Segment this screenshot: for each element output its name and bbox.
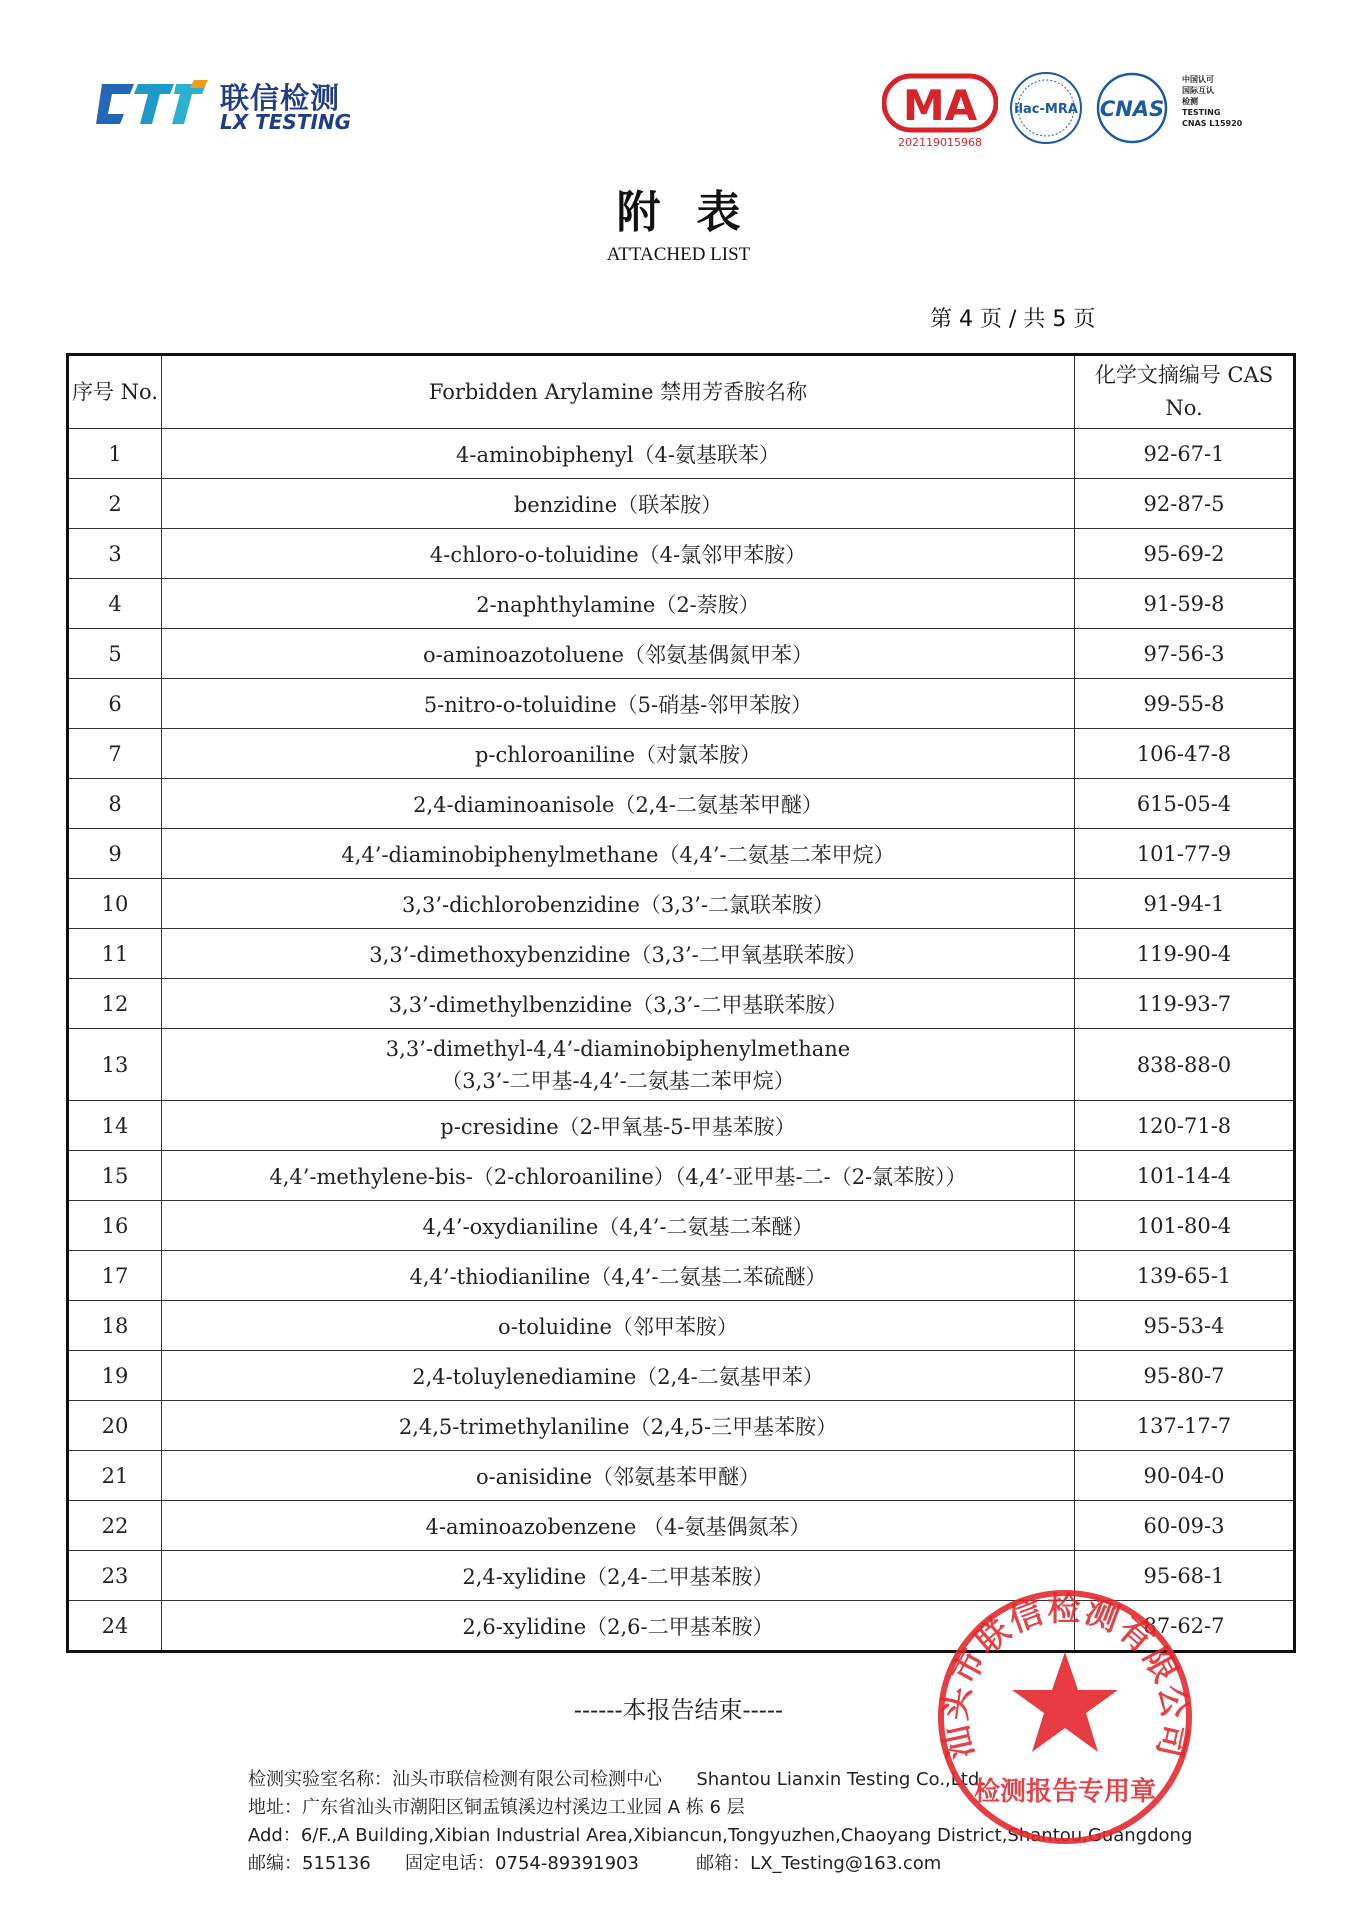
cell-cas: 101-14-4 [1075,1151,1295,1201]
cell-name: 2,4,5-trimethylaniline（2,4,5-三甲基苯胺） [162,1401,1075,1451]
cell-cas: 97-56-3 [1075,629,1295,679]
cell-no: 14 [68,1101,162,1151]
cell-no: 24 [68,1601,162,1652]
table-row [68,929,1295,979]
cnas-cert-text: 中国认可 国际互认 检测 TESTING CNAS L15920 [1182,75,1243,128]
cell-no: 15 [68,1151,162,1201]
cell-cas: 838-88-0 [1075,1029,1295,1101]
cell-cas: 106-47-8 [1075,729,1295,779]
cell-cas: 95-80-7 [1075,1351,1295,1401]
cell-name: 4,4’-diaminobiphenylmethane（4,4’-二氨基二苯甲烷） [162,829,1075,879]
page-number: 第 4 页 / 共 5 页 [930,307,1096,332]
svg-text:ilac-MRA: ilac-MRA [1014,102,1078,117]
header-no: 序号 No. [68,355,162,429]
cell-name: 2,4-toluylenediamine（2,4-二氨基甲苯） [162,1351,1075,1401]
title-en: ATTACHED LIST [606,244,751,265]
svg-text:MA: MA [902,81,978,130]
cell-no: 16 [68,1201,162,1251]
cell-name: benzidine（联苯胺） [162,479,1075,529]
cell-no: 22 [68,1501,162,1551]
cell-cas: 60-09-3 [1075,1501,1295,1551]
table-row [68,829,1295,879]
table-row [68,1451,1295,1501]
table-row [68,679,1295,729]
lxt-logo-icon [94,78,210,130]
cell-name: 2,4-diaminoanisole（2,4-二氨基苯甲醚） [162,779,1075,829]
cell-name: o-toluidine（邻甲苯胺） [162,1301,1075,1351]
header-name: Forbidden Arylamine 禁用芳香胺名称 [162,355,1075,429]
cell-cas: 139-65-1 [1075,1251,1295,1301]
cell-no: 7 [68,729,162,779]
cell-name: 3,3’-dichlorobenzidine（3,3’-二氯联苯胺） [162,879,1075,929]
cell-no: 10 [68,879,162,929]
table-row [68,1251,1295,1301]
logo-cn-text: 联信检测 [220,81,341,115]
cell-no: 23 [68,1551,162,1601]
cell-no: 17 [68,1251,162,1301]
cell-name: p-chloroaniline（对氯苯胺） [162,729,1075,779]
cell-name: 4-aminoazobenzene （4-氨基偶氮苯） [162,1501,1075,1551]
svg-text:CNAS: CNAS [1099,97,1165,121]
cell-no: 8 [68,779,162,829]
header-cas: 化学文摘编号 CAS No. [1075,355,1295,429]
table-row [68,729,1295,779]
table-row [68,1501,1295,1551]
cell-name: 4,4’-oxydianiline（4,4’-二氨基二苯醚） [162,1201,1075,1251]
cell-cas: 95-69-2 [1075,529,1295,579]
logo-en-text: LX TESTING [220,110,352,134]
cell-cas: 101-77-9 [1075,829,1295,879]
company-seal-stamp [930,1582,1200,1852]
seal-bottom-text: 检测报告专用章 [973,1777,1157,1807]
cell-no: 11 [68,929,162,979]
title-cn: 附表 [616,187,777,238]
cell-cas: 91-59-8 [1075,579,1295,629]
cell-name: 4,4’-methylene-bis-（2-chloroaniline）（4,4’-亚甲基-二-（2-氯苯胺）） [162,1151,1075,1201]
cell-no: 1 [68,429,162,479]
cell-name: 3,3’-dimethoxybenzidine（3,3’-二甲氧基联苯胺） [162,929,1075,979]
ilac-mra-icon [1008,70,1084,146]
table-row [68,479,1295,529]
cell-no: 18 [68,1301,162,1351]
cell-name-line2: （3,3’-二甲基-4,4’-二氨基二苯甲烷） [441,1068,795,1093]
cell-cas: 92-87-5 [1075,479,1295,529]
cell-no: 21 [68,1451,162,1501]
cell-cas: 95-53-4 [1075,1301,1295,1351]
cell-name: o-aminoazotoluene（邻氨基偶氮甲苯） [162,629,1075,679]
arylamine-table [66,353,1296,1653]
cell-cas: 91-94-1 [1075,879,1295,929]
table-row [68,779,1295,829]
seal-ring-text: 汕头市联信检测有限公司 [934,1588,1196,1763]
cell-name: 3,3’-dimethylbenzidine（3,3’-二甲基联苯胺） [162,979,1075,1029]
table-row [68,1029,1295,1101]
cell-cas: 101-80-4 [1075,1201,1295,1251]
cell-no: 19 [68,1351,162,1401]
company-logo [94,76,354,136]
cell-no: 13 [68,1029,162,1101]
cnas-icon [1092,70,1172,146]
cell-cas: 615-05-4 [1075,779,1295,829]
table-header-row [68,355,1295,429]
cell-no: 5 [68,629,162,679]
table-row [68,1351,1295,1401]
table-row [68,1101,1295,1151]
cell-no: 6 [68,679,162,729]
footer-address-en: Add：6/F.,A Building,Xibian Industrial Area,Xibiancun,Tongyuzhen,Chaoyang District,Shantou,Guangdong [248,1825,1193,1846]
cell-cas: 92-67-1 [1075,429,1295,479]
table-row [68,579,1295,629]
cma-number: 202119015968 [898,136,982,149]
table-row [68,1301,1295,1351]
cell-name: 2,4-xylidine（2,4-二甲基苯胺） [162,1551,1075,1601]
table-row [68,979,1295,1029]
cell-cas: 120-71-8 [1075,1101,1295,1151]
table-row [68,1401,1295,1451]
table-row [68,879,1295,929]
cell-cas: 119-93-7 [1075,979,1295,1029]
table-row [68,429,1295,479]
cell-cas: 90-04-0 [1075,1451,1295,1501]
cell-name-line1: 3,3’-dimethyl-4,4’-diaminobiphenylmethane [385,1036,851,1061]
table-row [68,529,1295,579]
cell-cas: 119-90-4 [1075,929,1295,979]
cell-cas: 137-17-7 [1075,1401,1295,1451]
cell-name [162,1029,1075,1101]
cell-no: 3 [68,529,162,579]
table-row [68,629,1295,679]
cell-name: 2-naphthylamine（2-萘胺） [162,579,1075,629]
cell-name: 4-aminobiphenyl（4-氨基联苯） [162,429,1075,479]
cell-name: 4,4’-thiodianiline（4,4’-二氨基二苯硫醚） [162,1251,1075,1301]
footer-lab-name: 检测实验室名称：汕头市联信检测有限公司检测中心 Shantou Lianxin Testing Co.,Ltd. [248,1769,985,1790]
cell-no: 9 [68,829,162,879]
report-end-mark: ------本报告结束----- [573,1696,784,1724]
cell-name: p-cresidine（2-甲氧基-5-甲基苯胺） [162,1101,1075,1151]
cell-no: 4 [68,579,162,629]
cell-no: 12 [68,979,162,1029]
cell-cas: 95-68-1 [1075,1551,1295,1601]
cell-no: 20 [68,1401,162,1451]
cell-no: 2 [68,479,162,529]
cell-cas: 87-62-7 [1075,1601,1295,1652]
cell-name: 4-chloro-o-toluidine（4-氯邻甲苯胺） [162,529,1075,579]
footer-address-cn: 地址：广东省汕头市潮阳区铜盂镇溪边村溪边工业园 A 栋 6 层 [248,1797,745,1818]
cell-name: 2,6-xylidine（2,6-二甲基苯胺） [162,1601,1075,1652]
table-row [68,1151,1295,1201]
cma-mark-icon [882,70,998,150]
cell-name: 5-nitro-o-toluidine（5-硝基-邻甲苯胺） [162,679,1075,729]
footer-contact: 邮编：515136 固定电话：0754-89391903 邮箱：LX_Testing@163.com [248,1853,942,1874]
cell-cas: 99-55-8 [1075,679,1295,729]
cell-name: o-anisidine（邻氨基苯甲醚） [162,1451,1075,1501]
table-row [68,1201,1295,1251]
